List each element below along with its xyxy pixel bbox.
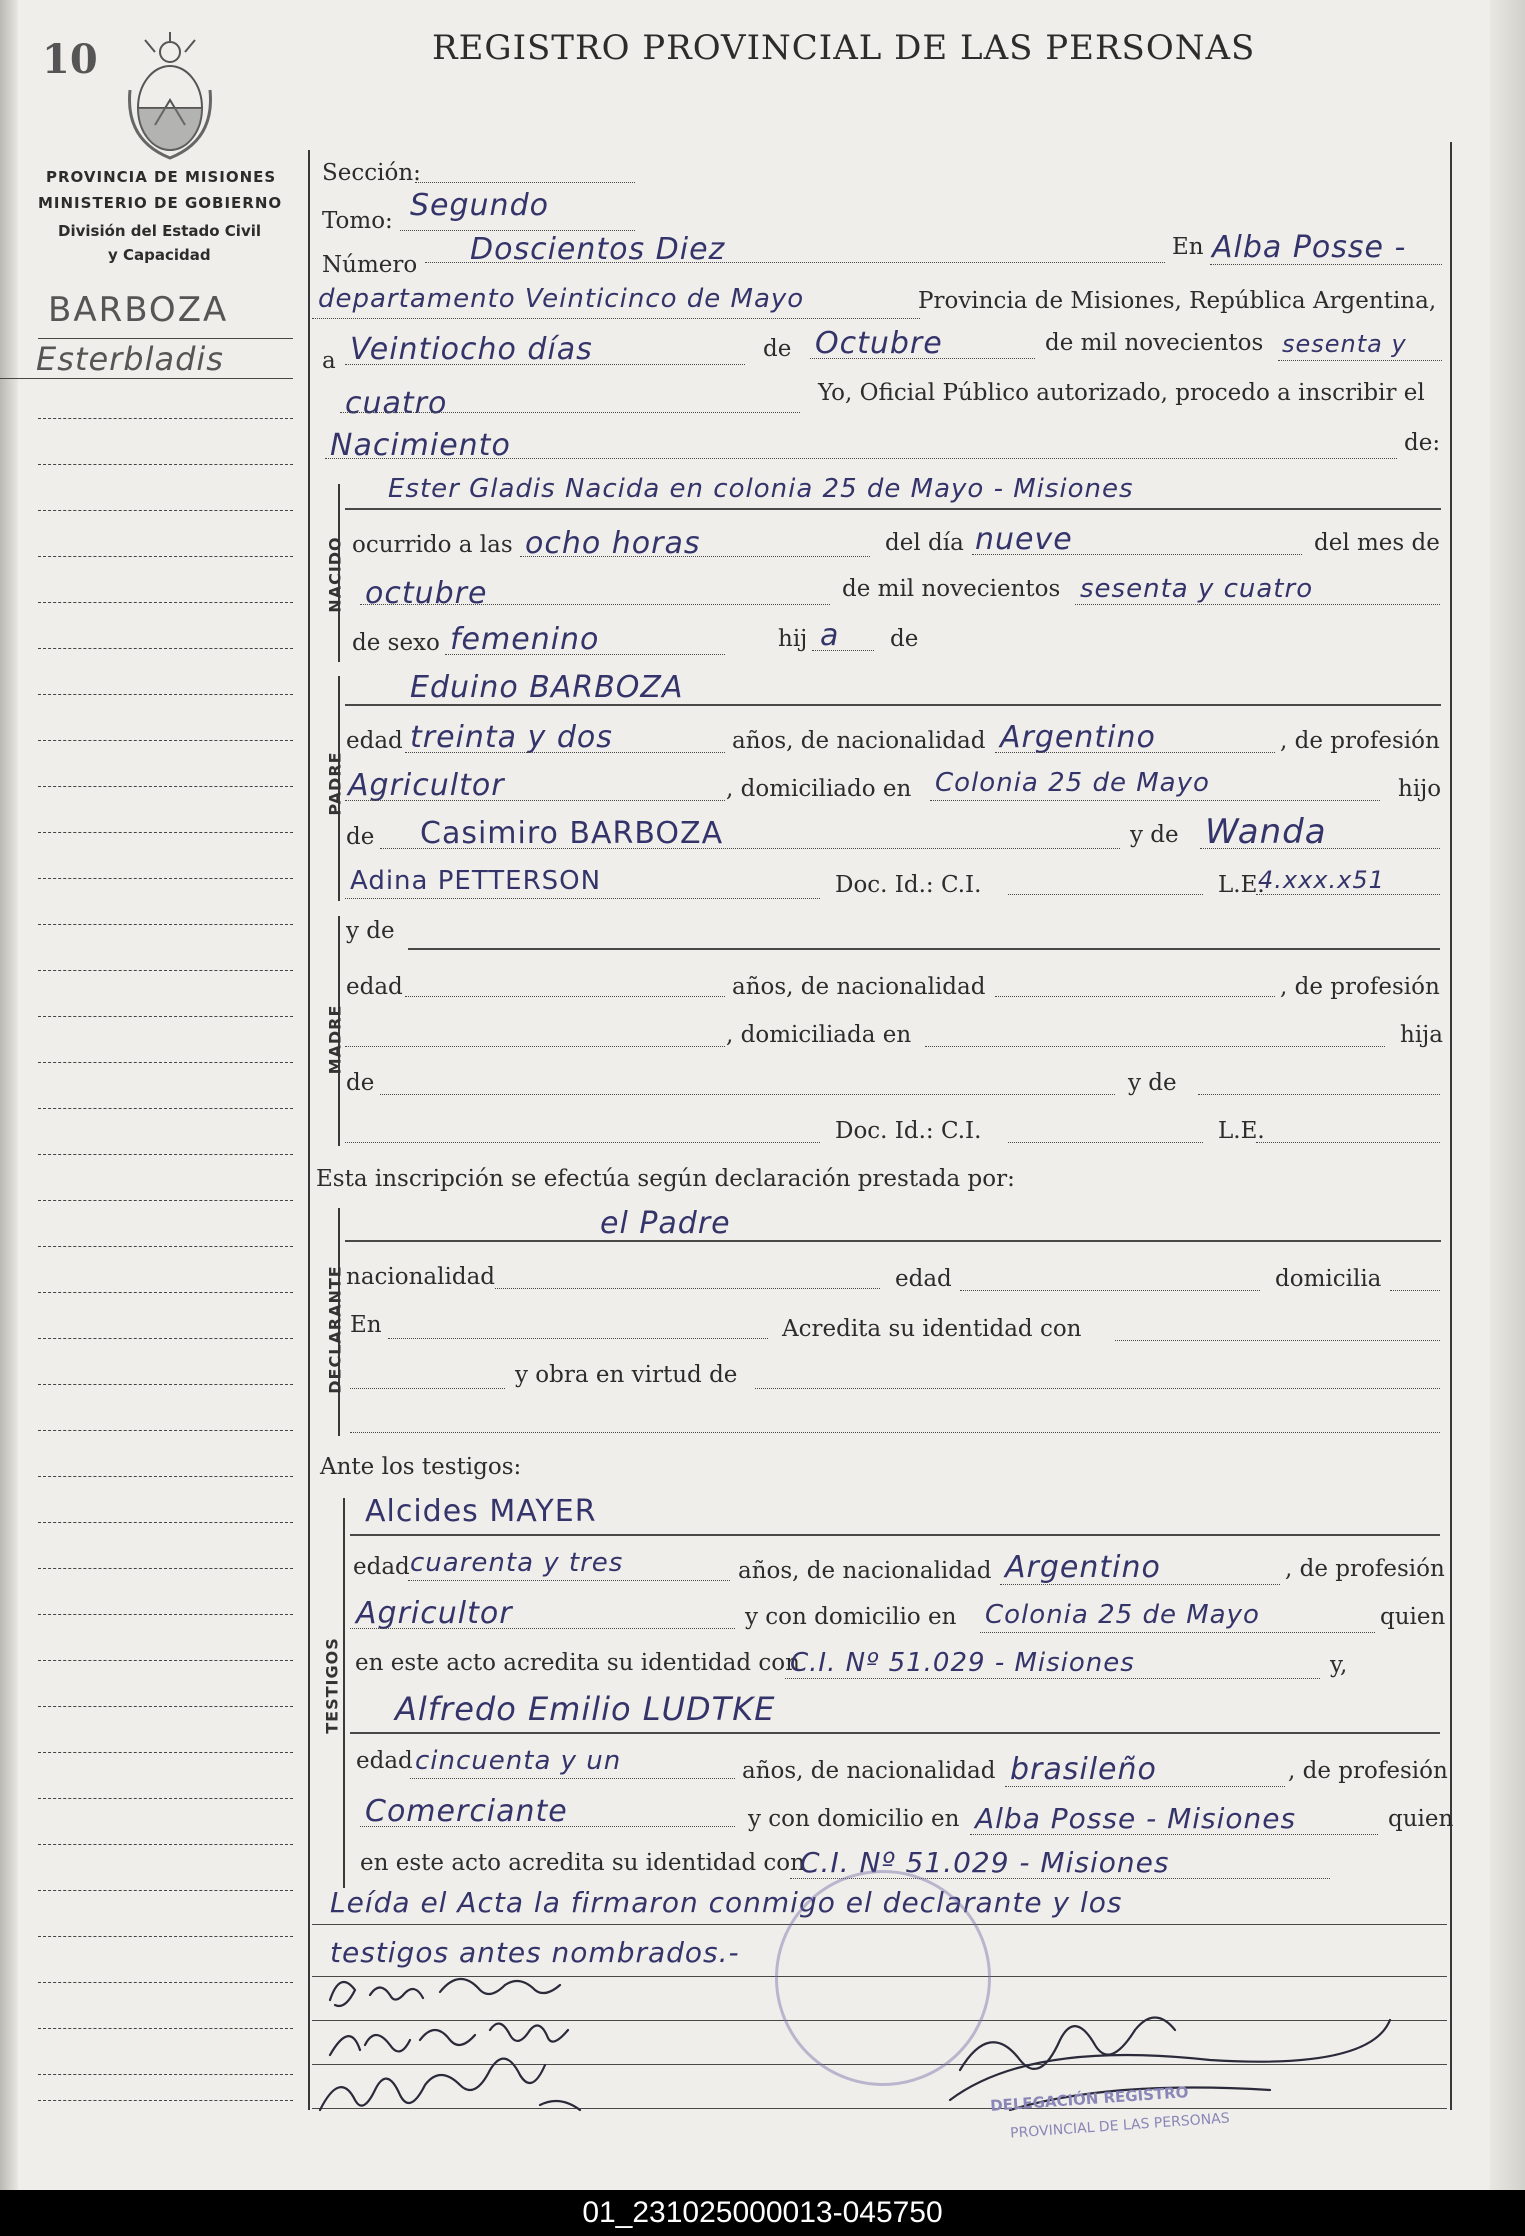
closing-line-2: testigos antes nombrados.- (330, 1936, 740, 1969)
tomo-field (400, 230, 635, 231)
margin-underline-2 (0, 378, 293, 379)
tomo-value: Segundo (410, 188, 549, 223)
padre-profesion-label: , de profesión (1280, 728, 1440, 754)
de-colon-label: de: (1404, 430, 1441, 456)
mes-nac-value: octubre (365, 576, 488, 611)
official-stamp-circle (775, 1870, 991, 2086)
t1-edad-value: cuarenta y tres (410, 1548, 624, 1578)
padre-y-de-field (1200, 848, 1440, 849)
declarante-acredita-label: Acredita su identidad con (782, 1316, 1082, 1342)
ministry-label: MINISTERIO DE GOBIERNO (38, 194, 283, 212)
closing-line-1: Leída el Acta la firmaron conmigo el declarante y los (330, 1886, 1123, 1919)
t1-profesion-label: , de profesión (1285, 1556, 1445, 1582)
hij-de-label: de (890, 626, 919, 652)
stamp-line-2: PROVINCIAL DE LAS PERSONAS (1009, 2110, 1231, 2142)
acto-value: Nacimiento (330, 428, 511, 463)
tomo-label: Tomo: (322, 208, 393, 234)
padre-de-value: Casimiro BARBOZA (420, 816, 724, 851)
declarante-edad-field (960, 1290, 1260, 1291)
de-mil-nac-label: de mil novecientos (842, 576, 1061, 602)
t1-acredita-label: en este acto acredita su identidad con (355, 1650, 800, 1676)
anio-nac-field (1075, 604, 1440, 605)
padre-de-label: de (346, 824, 375, 850)
declarante-en-field (388, 1338, 768, 1339)
declarante-obra-label: y obra en virtud de (515, 1362, 738, 1388)
t1-prof-value: Agricultor (356, 1596, 513, 1631)
testigos-bracket (343, 1498, 345, 1888)
padre-dom-field (930, 800, 1380, 801)
yo-oficial-label: Yo, Oficial Público autorizado, procedo a inscribir el (818, 380, 1425, 406)
padre-nombre-value: Eduino BARBOZA (410, 670, 684, 705)
padre-y-de-label: y de (1130, 822, 1179, 848)
ante-testigos-label: Ante los testigos: (320, 1454, 522, 1480)
t2-prof-field (360, 1826, 735, 1827)
dia-value: Veintiocho días (350, 332, 593, 367)
declarante-domicilia-field (1390, 1290, 1440, 1291)
declarante-value: el Padre (600, 1206, 731, 1241)
main-left-border (308, 150, 310, 2110)
padre-anos-nac-label: años, de nacionalidad (732, 728, 986, 754)
ocurrido-label: ocurrido a las (352, 532, 513, 558)
nacido-side-label: NACIDO (325, 536, 345, 613)
madre-le-label: L.E. (1218, 1118, 1265, 1144)
madre-nombre-field (408, 948, 1440, 950)
padre-nac-value: Argentino (1000, 720, 1156, 755)
madre-y-de-label: y de (346, 918, 395, 944)
madre-domiciliada-label: , domiciliada en (726, 1022, 912, 1048)
nacido-nombre-field (345, 508, 1441, 510)
madre-hija-label: hija (1400, 1022, 1444, 1048)
t2-dom-value: Alba Posse - Misiones (975, 1802, 1297, 1835)
dia-field (345, 364, 745, 365)
padre-domiciliado-label: , domiciliado en (726, 776, 912, 802)
madre-anos-nac-label: años, de nacionalidad (732, 974, 986, 1000)
declarante-obra-field (755, 1388, 1440, 1389)
anio-value: sesenta y (1282, 330, 1407, 358)
t2-prof-value: Comerciante (365, 1794, 568, 1829)
padre-y-de-value: Wanda (1205, 812, 1327, 852)
del-mes-label: del mes de (1314, 530, 1440, 556)
seccion-field (415, 182, 635, 183)
padre-le-value: 4.xxx.x51 (1258, 866, 1385, 894)
hij-field (812, 650, 874, 651)
declarante-obra-pre-field (350, 1388, 505, 1389)
declarante-acredita-field (1115, 1340, 1440, 1341)
t1-quien-label: quien (1380, 1604, 1446, 1630)
numero-field (425, 262, 1165, 263)
madre-profesion-label: , de profesión (1280, 974, 1440, 1000)
declarante-side-label: DECLARANTE (325, 1265, 345, 1394)
padre-doc-field (1008, 894, 1203, 895)
t2-nac-value: brasileño (1010, 1752, 1157, 1787)
del-dia-label: del día (885, 530, 964, 556)
mes-field (810, 358, 1035, 359)
stamp-line-1: DELEGACIÓN REGISTRO (989, 2083, 1189, 2115)
padre-de-field (380, 848, 1120, 849)
madre-y-de-2-label: y de (1128, 1070, 1177, 1096)
madre-doc-field (1008, 1142, 1203, 1143)
t1-doc-value: C.I. Nº 51.029 - Misiones (790, 1648, 1135, 1678)
t1-nac-value: Argentino (1005, 1550, 1161, 1585)
madre-de-field (380, 1094, 1115, 1095)
provincia-label: Provincia de Misiones, República Argentina, (918, 288, 1437, 314)
seccion-label: Sección: (322, 160, 421, 186)
departamento-value: departamento Veinticinco de Mayo (318, 284, 805, 314)
document-title: REGISTRO PROVINCIAL DE LAS PERSONAS (432, 28, 1256, 68)
t1-nac-field (1000, 1584, 1280, 1585)
padre-madre-value: Adina PETTERSON (350, 866, 602, 896)
numero-value: Doscientos Diez (470, 232, 726, 267)
en-label: En (1172, 234, 1204, 260)
madre-dom-field (925, 1046, 1385, 1047)
t1-doc-field (785, 1678, 1320, 1679)
t2-nombre-field (350, 1732, 1440, 1734)
padre-hijo-label: hijo (1398, 776, 1442, 802)
t1-y-label: y, (1330, 1652, 1348, 1678)
t1-dom-field (980, 1632, 1375, 1633)
a-label: a (322, 348, 336, 374)
madre-doc-label: Doc. Id.: C.I. (835, 1118, 982, 1144)
t2-acredita-label: en este acto acredita su identidad con (360, 1850, 805, 1876)
padre-prof-value: Agricultor (348, 768, 505, 803)
madre-de-label: de (346, 1070, 375, 1096)
declarante-domicilia-label: domicilia (1275, 1266, 1382, 1292)
hora-value: ocho horas (525, 526, 701, 561)
margin-given-name: Esterbladis (36, 340, 224, 378)
t2-domicilio-label: y con domicilio en (748, 1806, 960, 1832)
page-right-edge (1490, 0, 1525, 2190)
anio-nac-value: sesenta y cuatro (1080, 574, 1314, 604)
page-edge (0, 0, 18, 2190)
en-value: Alba Posse - (1212, 230, 1407, 265)
page-number: 10 (42, 36, 98, 83)
t2-nac-field (1005, 1786, 1285, 1787)
province-label: PROVINCIA DE MISIONES (46, 168, 277, 186)
testigos-side-label: TESTIGOS (322, 1637, 342, 1734)
t1-prof-field (350, 1628, 735, 1629)
margin-surname: BARBOZA (48, 290, 229, 330)
padre-prof-field (345, 800, 725, 801)
declarante-extra-field (350, 1432, 1440, 1433)
anio-value-2: cuatro (345, 386, 448, 421)
hij-label: hij (778, 626, 808, 652)
t1-dom-value: Colonia 25 de Mayo (985, 1600, 1260, 1630)
t1-nombre-value: Alcides MAYER (365, 1494, 597, 1529)
madre-nac-field (995, 996, 1275, 997)
madre-edad-label: edad (346, 974, 403, 1000)
t1-edad-label: edad (353, 1554, 410, 1580)
padre-doc-label: Doc. Id.: C.I. (835, 872, 982, 898)
de-label: de (763, 336, 792, 362)
declarante-en-label: En (350, 1312, 382, 1338)
t2-dom-field (970, 1834, 1378, 1835)
numero-label: Número (322, 252, 418, 278)
division-label: División del Estado Civil (58, 222, 262, 240)
nacido-nombre-value: Ester Gladis Nacida en colonia 25 de Mayo - Misiones (388, 474, 1134, 504)
de-sexo-label: de sexo (352, 630, 440, 656)
mes-value: Octubre (815, 326, 943, 361)
padre-dom-value: Colonia 25 de Mayo (935, 768, 1210, 798)
footer-id: 01_231025000013-045750 (582, 2196, 943, 2229)
padre-le-field (1256, 894, 1440, 895)
mes-nac-field (360, 604, 830, 605)
madre-side-label: MADRE (325, 1004, 345, 1075)
padre-edad-field (405, 752, 725, 753)
hora-field (520, 556, 870, 557)
division-label-2: y Capacidad (108, 246, 211, 264)
hij-suffix-value: a (820, 618, 840, 653)
t2-edad-label: edad (356, 1748, 413, 1774)
dia-nac-value: nueve (975, 522, 1073, 557)
t1-nombre-field (350, 1534, 1440, 1536)
madre-le-field (1256, 1142, 1440, 1143)
sexo-value: femenino (450, 622, 600, 657)
t2-anos-nac-label: años, de nacionalidad (742, 1758, 996, 1784)
t2-doc-value: C.I. Nº 51.029 - Misiones (800, 1846, 1170, 1879)
coat-of-arms-emblem (125, 30, 215, 165)
t2-quien-label: quien (1388, 1806, 1454, 1832)
t2-edad-value: cincuenta y un (415, 1746, 622, 1776)
padre-nombre-field (345, 704, 1441, 706)
declarante-nac-label: nacionalidad (346, 1264, 496, 1290)
sexo-field (445, 654, 725, 655)
padre-edad-label: edad (346, 728, 403, 754)
t2-profesion-label: , de profesión (1288, 1758, 1448, 1784)
padre-nac-field (995, 752, 1275, 753)
t1-anos-nac-label: años, de nacionalidad (738, 1558, 992, 1584)
declarante-nac-field (495, 1288, 880, 1289)
padre-side-label: PADRE (325, 751, 345, 816)
acto-field (325, 458, 1397, 459)
madre-madre-field (345, 1142, 820, 1143)
departamento-field (312, 318, 920, 319)
anio-field-2 (340, 412, 800, 413)
madre-prof-field (345, 1046, 725, 1047)
madre-edad-field (405, 996, 725, 997)
madre-y-de-field (1198, 1094, 1440, 1095)
dia-nac-field (972, 554, 1302, 555)
de-mil-label: de mil novecientos (1045, 330, 1264, 356)
declarante-field (345, 1240, 1441, 1242)
padre-edad-value: treinta y dos (410, 720, 613, 755)
anio-field (1278, 360, 1442, 361)
t2-edad-field (410, 1778, 735, 1779)
declarante-edad-label: edad (895, 1266, 952, 1292)
en-field (1210, 264, 1442, 265)
t2-nombre-value: Alfredo Emilio LUDTKE (395, 1690, 776, 1728)
t1-edad-field (408, 1580, 730, 1581)
esta-inscripcion-label: Esta inscripción se efectúa según declaración prestada por: (316, 1166, 1015, 1192)
t1-domicilio-label: y con domicilio en (745, 1604, 957, 1630)
padre-madre-field (345, 898, 820, 899)
padre-le-label: L.E. (1218, 872, 1265, 898)
margin-underline-1 (38, 338, 293, 339)
